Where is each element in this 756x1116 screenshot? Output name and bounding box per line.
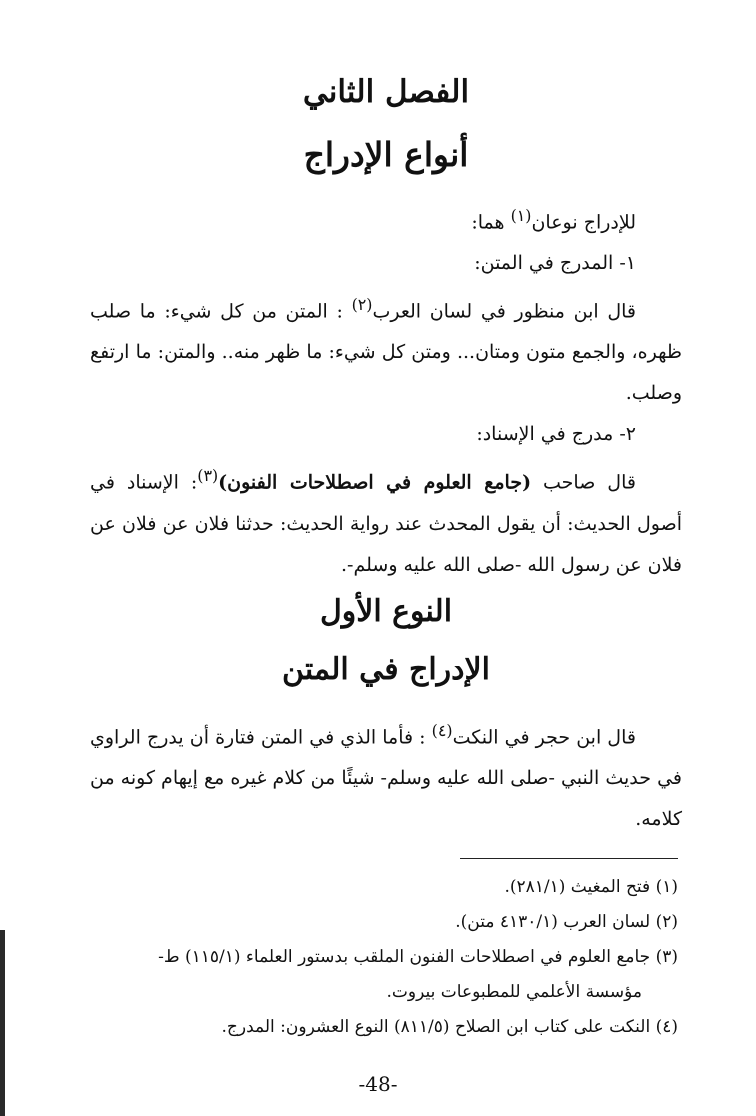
- intro-after: هما:: [471, 211, 511, 234]
- main-text: [90, 74, 682, 840]
- footnote-ref-4: (٤): [431, 720, 453, 740]
- quote1-after: : المتن من كل شيء: ما صلب ظهره، والجمع متون ومتان... ومتن كل شيء: ما ظهر منه.. والمتن: ما ارتفع وصلب.: [90, 300, 682, 405]
- footnote-separator: [460, 858, 678, 859]
- quote2-paragraph: [90, 455, 682, 585]
- quote3-paragraph: [90, 710, 682, 840]
- book-title: (جامع العلوم في اصطلاحات الفنون): [218, 471, 532, 494]
- page-number: -48-: [358, 1072, 398, 1096]
- chapter-title: الفصل الثاني: [302, 74, 470, 110]
- footnote-2: (٢) لسان العرب (٤١٣٠/١ متن).: [455, 912, 678, 932]
- footnote-ref-3: (٣): [197, 466, 219, 486]
- quote2-after: : الإسناد في أصول الحديث: أن يقول المحدث عند رواية الحديث: حدثنا فلان عن فلان عن فلان عن رسول الله -صلى الله عليه وسلم-.: [90, 471, 682, 576]
- footnotes: [90, 870, 678, 1045]
- type-title: النوع الأول: [319, 593, 453, 629]
- footnote-ref-2: (٢): [351, 295, 373, 315]
- footnote-ref-1: (١): [510, 205, 532, 225]
- item1-label: ١- المدرج في المتن:: [474, 252, 636, 275]
- quote3-before: قال ابن حجر في النكت: [452, 726, 636, 749]
- type-subtitle: الإدراج في المتن: [282, 651, 490, 687]
- quote2-before: قال صاحب: [531, 471, 636, 494]
- footnote-3-continuation: مؤسسة الأعلمي للمطبوعات بيروت.: [386, 982, 642, 1002]
- intro-paragraph: [90, 195, 682, 243]
- section-title: أنواع الإدراج: [303, 135, 469, 175]
- intro-text: للإدراج نوعان: [531, 211, 636, 234]
- quote3-after: : فأما الذي في المتن فتارة أن يدرج الراوي في حديث النبي -صلى الله عليه وسلم- شيئًا من كلام غيره مع إيهام كونه من كلامه.: [90, 726, 682, 831]
- quote1-paragraph: [90, 284, 682, 414]
- quote1-before: قال ابن منظور في لسان العرب: [372, 300, 636, 323]
- footnote-1: (١) فتح المغيث (٢٨١/١).: [504, 877, 678, 897]
- footnote-3: (٣) جامع العلوم في اصطلاحات الفنون الملقب بدستور العلماء (١١٥/١) ط-: [158, 947, 678, 967]
- footnote-4: (٤) النكت على كتاب ابن الصلاح (٨١١/٥) النوع العشرون: المدرج.: [221, 1017, 678, 1037]
- item2-label: ٢- مدرج في الإسناد:: [476, 423, 636, 446]
